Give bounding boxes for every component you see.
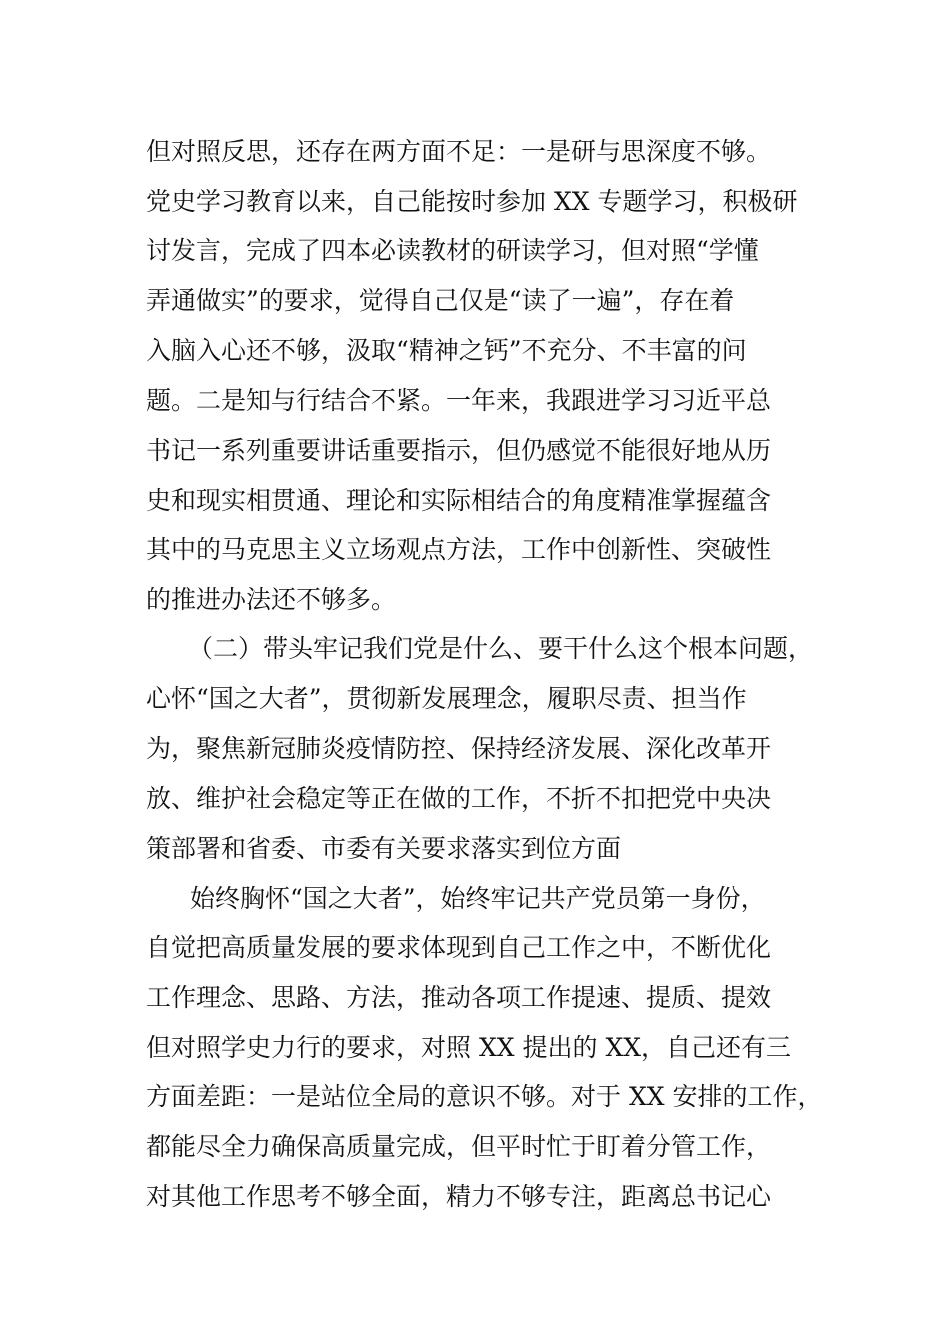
text-line: 放、维护社会稳定等正在做的工作，不折不扣把党中央决: [146, 784, 772, 813]
text-line: 党史学习教育以来，自己能按时参加 XX 专题学习，积极研: [146, 187, 798, 216]
text-line: 心怀“国之大者”，贯彻新发展理念，履职尽责、担当作: [146, 684, 747, 713]
text-line: 自觉把高质量发展的要求体现到自己工作之中，不断优化: [146, 933, 772, 962]
text-line: 其中的马克思主义立场观点方法，工作中创新性、突破性: [146, 535, 772, 564]
text-line: 都能尽全力确保高质量完成，但平时忙于盯着分管工作，: [146, 1132, 772, 1161]
text-line: 入脑入心还不够，汲取“精神之钙”不充分、不丰富的问: [146, 336, 747, 365]
text-line: 为，聚焦新冠肺炎疫情防控、保持经济发展、深化改革开: [146, 734, 772, 763]
text-line: 对其他工作思考不够全面，精力不够专注，距离总书记心: [146, 1182, 772, 1211]
text-line: 讨发言，完成了四本必读教材的研读学习，但对照“学懂: [146, 236, 759, 265]
text-line: 策部署和省委、市委有关要求落实到位方面: [146, 834, 622, 863]
text-line: 史和现实相贯通、理论和实际相结合的角度精准掌握蕴含: [146, 486, 772, 515]
paragraph-start: 始终胸怀“国之大者”，始终牢记共产党员第一身份，: [190, 884, 766, 913]
text-line: 题。二是知与行结合不紧。一年来，我跟进学习习近平总: [146, 386, 772, 415]
text-line: 的推进办法还不够多。: [146, 585, 397, 614]
section-heading: （二）带头牢记我们党是什么、要干什么这个根本问题，: [188, 634, 814, 663]
text-line: 工作理念、思路、方法，推动各项工作提速、提质、提效: [146, 983, 772, 1012]
text-line: 但对照学史力行的要求，对照 XX 提出的 XX，自己还有三: [146, 1033, 792, 1062]
text-line: 书记一系列重要讲话重要指示，但仍感觉不能很好地从历: [146, 436, 772, 465]
text-line: 但对照反思，还存在两方面不足：一是研与思深度不够。: [146, 137, 772, 166]
text-line: 方面差距：一是站位全局的意识不够。对于 XX 安排的工作，: [146, 1082, 823, 1111]
text-line: 弄通做实”的要求，觉得自己仅是“读了一遍”，存在着: [146, 286, 735, 315]
